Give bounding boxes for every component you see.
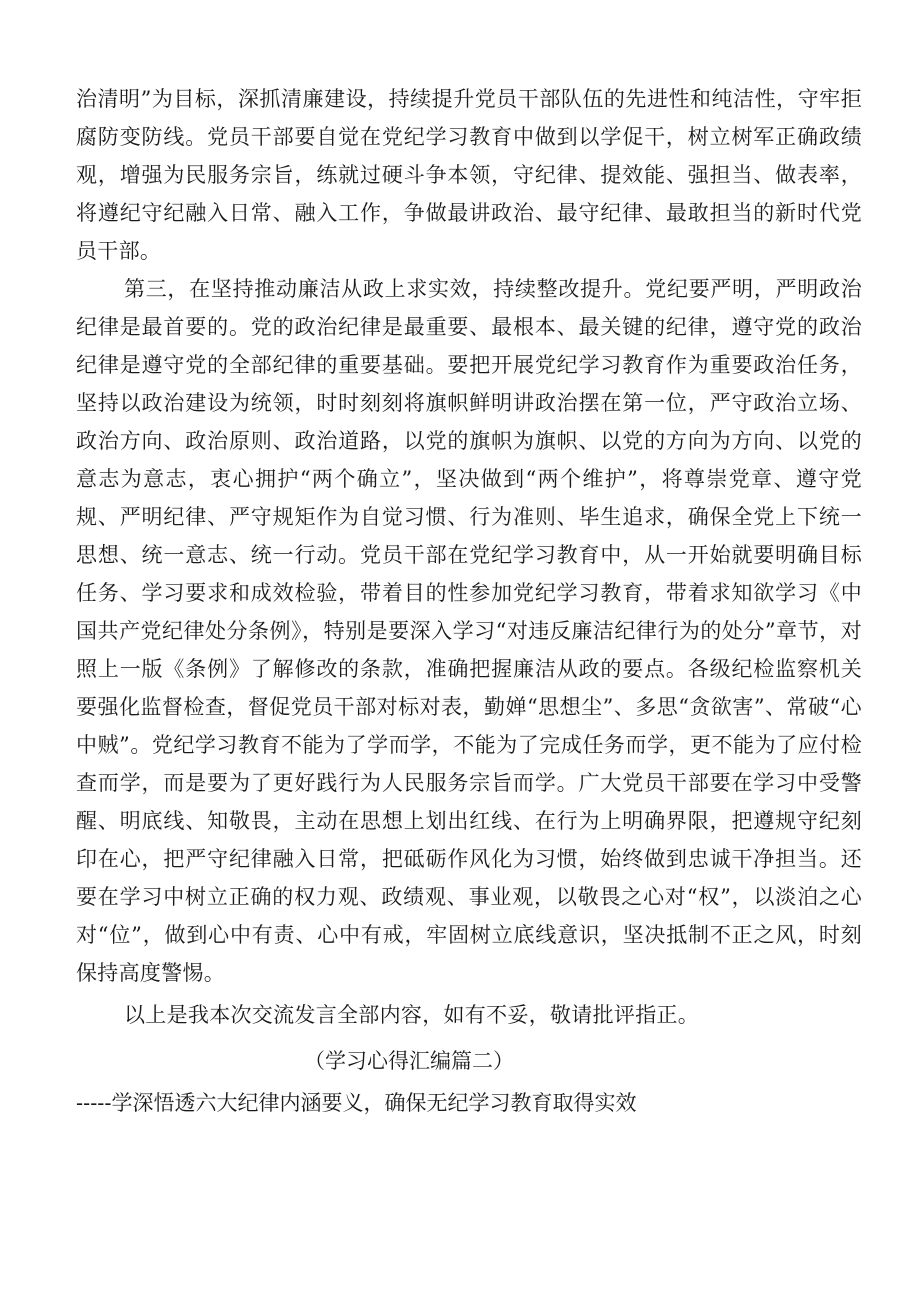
paragraph-third-point: 第三，在坚持推动廉洁从政上求实效，持续整改提升。党纪要严明，严明政治纪律是最首要的。党的政治纪律是最重要、最根本、最关键的纪律，遵守党的政治纪律是遵守党的全部纪律的重要基础。要把开展党纪学习教育作为重要政治任务，坚持以政治建设为统领，时时刻刻将旗帜鲜明讲政治摆在第一位，严守政治立场、政治方向、政治原则、政治道路，以党的旗帜为旗帜、以党的方向为方向、以党的意志为意志，衷心拥护“两个确立”，坚决做到“两个维护”，将尊崇党章、遵守党规、严明纪律、严守规矩作为自觉习惯、行为准则、毕生追求，确保全党上下统一思想、统一意志、统一行动。党员干部在党纪学习教育中，从一开始就要明确目标任务、学习要求和成效检验，带着目的性参加党纪学习教育，带着求知欲学习《中国共产党纪律处分条例》，特别是要深入学习“对违反廉洁纪律行为的处分”章节，对照上一版《条例》了解修改的条款，准确把握廉洁从政的要点。各级纪检监察机关要强化监督检查，督促党员干部对标对表，勤婵“思想尘”、多思“贪欲害”、常破“心中贼”。党纪学习教育不能为了学而学，不能为了完成任务而学，更不能为了应付检查而学，而是要为了更好践行为人民服务宗旨而学。广大党员干部要在学习中受警醒、明底线、知敬畏，主动在思想上划出红线、在行为上明确界限，把遵规守纪刻印在心，把严守纪律融入日常，把砥砺作风化为习惯，始终做到忠诚干净担当。还要在学习中树立正确的权力观、政绩观、事业观，以敬畏之心对“权”，以淡泊之心对“位”，做到心中有责、心中有戒，牢固树立底线意识，坚决抵制不正之风，时刻保持高度警惕。 xyxy=(76,277,862,985)
section-title: （学习心得汇编篇二） xyxy=(304,1049,514,1073)
section-subtitle: -----学深悟透六大纪律内涵要义，确保无纪学习教育取得实效 xyxy=(76,1091,637,1115)
paragraph-continued: 治清明”为目标，深抓清廉建设，持续提升党员干部队伍的先进性和纯洁性，守牢拒腐防变防线。党员干部要自觉在党纪学习教育中做到以学促干，树立树军正确政绩观，增强为民服务宗旨，练就过硬斗争本领，守纪律、提效能、强担当、做表率，将遵纪守纪融入日常、融入工作，争做最讲政治、最守纪律、最敢担当的新时代党员干部。 xyxy=(76,87,862,263)
closing-remark: 以上是我本次交流发言全部内容，如有不妥，敬请批评指正。 xyxy=(124,1003,700,1027)
document-page xyxy=(76,80,862,1122)
